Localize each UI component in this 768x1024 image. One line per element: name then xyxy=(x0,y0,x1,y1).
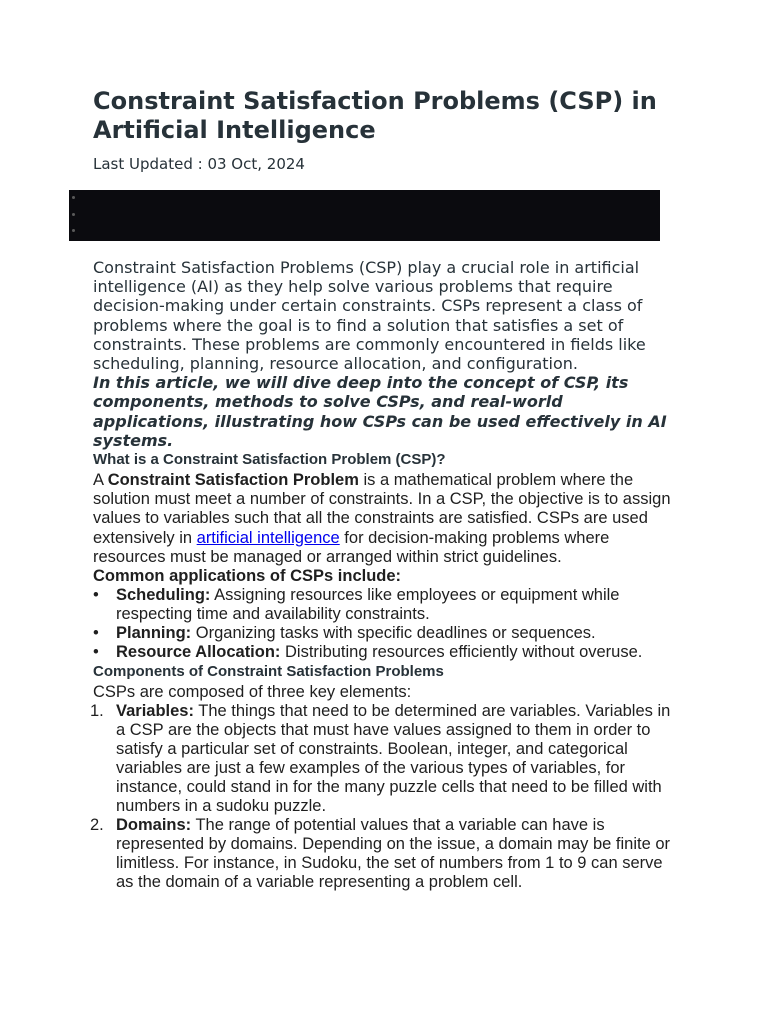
list-number: 2. xyxy=(90,816,104,835)
banner-dot xyxy=(72,229,75,232)
list-item-term: Resource Allocation: xyxy=(116,643,281,662)
bullet-icon: • xyxy=(93,586,99,605)
list-item xyxy=(93,624,683,643)
section-heading-csp: What is a Constraint Satisfaction Problem (CSP)? xyxy=(93,451,446,469)
bullet-icon: • xyxy=(93,624,99,643)
list-item-term: Scheduling: xyxy=(116,586,211,605)
applications-list xyxy=(93,586,683,662)
banner-dot xyxy=(72,213,75,216)
page-title: Constraint Satisfaction Problems (CSP) in Artificial Intelligence xyxy=(93,87,657,144)
section-heading-components: Components of Constraint Satisfaction Problems xyxy=(93,663,444,681)
intro-paragraph: Constraint Satisfaction Problems (CSP) play a crucial role in artificial intelligence (AI) as they help solve various problems that require decision-making under certain constraints. CSPs represent a class of problems where the goal is to find a solution that satisfies a set of constraints. These problems are commonly encountered in fields like scheduling, planning, resource allocation, and configuration. xyxy=(93,258,646,374)
components-lead: CSPs are composed of three key elements: xyxy=(93,683,412,702)
list-item-text: The range of potential values that a variable can have is represented by domains. Depending on the issue, a domain may be finite or limitless. For instance, in Sudoku, the set of numbers from 1 to 9 can serve as the domain of a variable representing a problem cell. xyxy=(116,816,670,892)
banner-dot xyxy=(72,196,75,199)
list-item xyxy=(90,702,683,816)
bullet-icon: • xyxy=(93,643,99,662)
article-body xyxy=(90,258,683,892)
list-item-term: Domains: xyxy=(116,816,192,835)
list-item-text: Distributing resources efficiently without overuse. xyxy=(280,643,643,662)
list-item-term: Planning: xyxy=(116,624,192,643)
definition-text-a: A xyxy=(93,471,108,490)
applications-heading: Common applications of CSPs include: xyxy=(93,567,402,586)
csp-definition-paragraph xyxy=(93,471,683,567)
list-item xyxy=(93,643,683,662)
dark-banner xyxy=(69,190,660,241)
components-list xyxy=(90,702,683,892)
definition-text-b: is a mathematical problem where the solution must meet a number of constraints. In a CSP, the objective is to assign values to variables such that all the constraints are satisfied. CSPs are used extensively in xyxy=(93,471,671,547)
list-item xyxy=(93,586,683,624)
artificial-intelligence-link[interactable]: artificial intelligence xyxy=(196,528,340,547)
definition-text-c: for decision-making problems where resources must be managed or arranged within strict guidelines. xyxy=(93,528,610,566)
list-item-text: The things that need to be determined are variables. Variables in a CSP are the objects that must have values assigned to them in order to satisfy a particular set of constraints. Boolean, integer, and categorical variables are just a few examples of the various types of variables, for instance, could stand in for the many puzzle cells that need to be filled with numbers in a sudoku puzzle. xyxy=(116,702,671,816)
list-item xyxy=(90,816,683,892)
list-number: 1. xyxy=(90,702,104,721)
intro-summary: In this article, we will dive deep into the concept of CSP, its components, methods to solve CSPs, and real-world applications, illustrating how CSPs can be used effectively in AI systems. xyxy=(93,373,667,450)
last-updated: Last Updated : 03 Oct, 2024 xyxy=(93,155,305,173)
list-item-text: Assigning resources like employees or equipment while respecting time and availability constraints. xyxy=(116,586,620,624)
list-item-text: Organizing tasks with specific deadlines or sequences. xyxy=(191,624,596,643)
list-item-term: Variables: xyxy=(116,702,194,721)
definition-term: Constraint Satisfaction Problem xyxy=(107,471,359,490)
